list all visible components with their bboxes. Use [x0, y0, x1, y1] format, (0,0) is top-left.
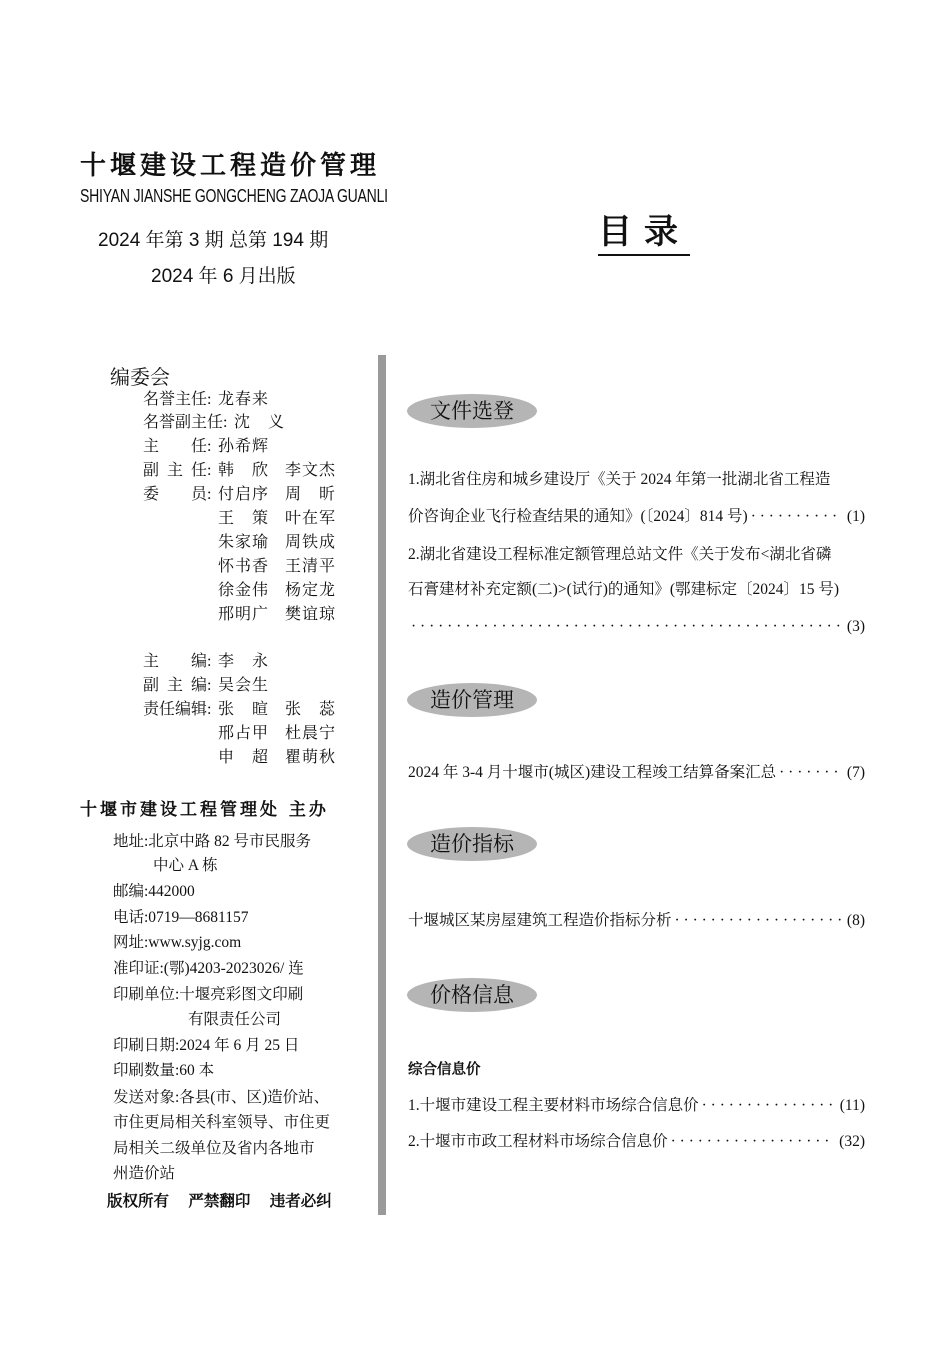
board-member-name: 吴会生 — [218, 677, 268, 694]
toc-entry-text[interactable]: 1.十堰市建设工程主要材料市场综合信息价 — [408, 1097, 699, 1114]
board-role: 主任 — [143, 438, 207, 455]
page-number[interactable]: (11) — [839, 1097, 865, 1114]
info-line: 印刷数量:60 本 — [113, 1062, 215, 1079]
info-line: 局相关二级单位及省内各地市 — [113, 1140, 315, 1157]
toc-entry-text[interactable]: 石膏建材补充定额(二)>(试行)的通知》(鄂建标定〔2024〕15 号) — [408, 581, 840, 598]
board-row — [143, 556, 335, 578]
info-line: 发送对象:各县(市、区)造价站、 — [113, 1089, 330, 1106]
dot-leader — [748, 505, 841, 529]
toc-entry-text[interactable]: 十堰城区某房屋建筑工程造价指标分析 — [408, 912, 672, 929]
board-role: 副主编 — [143, 677, 207, 694]
info-line: 网址:www.syjg.com — [113, 934, 242, 951]
board-member-name: 付启序 — [218, 486, 268, 503]
page-number[interactable]: (32) — [839, 1133, 865, 1150]
board-member-name: 怀书香 — [218, 558, 268, 575]
toc-entry-text[interactable]: 1.湖北省住房和城乡建设厅《关于 2024 年第一批湖北省工程造 — [408, 471, 831, 488]
board-member-name: 李永 — [218, 653, 268, 670]
page-number[interactable]: (7) — [846, 764, 865, 781]
board-role: 委员 — [143, 486, 207, 503]
info-line: 市住更局相关科室领导、市住更 — [113, 1114, 331, 1131]
section-label: 造价指标 — [407, 827, 537, 861]
board-member-name: 申超 — [218, 749, 268, 766]
colon: : — [223, 414, 228, 431]
board-member-name: 瞿萌秋 — [285, 749, 335, 766]
board-member-name: 韩欣 — [218, 462, 268, 479]
section-label: 造价管理 — [407, 683, 537, 717]
board-member-name: 王清平 — [285, 558, 335, 575]
board-member-name: 樊谊琼 — [285, 606, 335, 623]
info-line: 印刷单位:十堰亮彩图文印刷 — [113, 986, 304, 1003]
board-member-name: 邢明广 — [218, 606, 268, 623]
dot-leader — [672, 909, 841, 933]
colon: : — [207, 391, 212, 408]
info-line: 邮编:442000 — [113, 883, 195, 900]
board-row — [143, 675, 268, 697]
info-line: 电话:0719—8681157 — [113, 909, 249, 926]
colon: : — [207, 486, 212, 503]
board-row — [143, 412, 284, 434]
board-member-name: 孙希辉 — [218, 438, 268, 455]
toc-entry-text[interactable]: 2.十堰市市政工程材料市场综合信息价 — [408, 1133, 668, 1150]
board-role: 副主任 — [143, 462, 207, 479]
board-member-name: 沈义 — [234, 414, 285, 431]
board-row — [143, 532, 335, 554]
toc-entry-text[interactable]: 2024 年 3-4 月十堰市(城区)建设工程竣工结算备案汇总 — [408, 764, 777, 781]
board-row — [143, 699, 335, 721]
board-member-name: 徐金伟 — [218, 582, 268, 599]
board-member-name: 张蕊 — [285, 701, 335, 718]
board-row — [143, 436, 268, 458]
colon: : — [207, 677, 212, 694]
dot-leader — [776, 761, 841, 785]
dot-leader — [699, 1094, 834, 1118]
issue-number: 2024 年第 3 期 总第 194 期 — [98, 230, 329, 251]
board-row — [143, 747, 335, 769]
board-member-name: 张暄 — [218, 701, 268, 718]
page-number[interactable]: (8) — [846, 912, 865, 929]
page-number[interactable]: (3) — [846, 618, 865, 635]
board-role: 主编 — [143, 653, 207, 670]
section-label: 价格信息 — [407, 978, 537, 1012]
toc-entry-text[interactable]: 2.湖北省建设工程标准定额管理总站文件《关于发布<湖北省磷 — [408, 546, 832, 563]
board-row — [143, 604, 335, 626]
info-line: 准印证:(鄂)4203-2023026/ 连 — [113, 960, 304, 977]
info-line: 中心 A 栋 — [153, 857, 218, 874]
publication-date: 2024 年 6 月出版 — [151, 266, 296, 287]
page-number[interactable]: (1) — [846, 508, 865, 525]
board-member-name: 周昕 — [285, 486, 335, 503]
editorial-board-heading: 编委会 — [110, 365, 170, 389]
toc-entry-text[interactable]: 价咨询企业飞行检查结果的通知》(〔2024〕814 号) — [408, 508, 748, 525]
board-row — [143, 508, 335, 530]
subsection-heading: 综合信息价 — [408, 1062, 481, 1078]
colon: : — [207, 462, 212, 479]
board-row — [143, 460, 335, 482]
magazine-title: 十堰建设工程造价管理 — [80, 151, 381, 181]
board-role: 名誉副主任 — [143, 414, 224, 431]
board-member-name: 李文杰 — [285, 462, 335, 479]
board-row — [143, 651, 268, 673]
board-member-name: 杨定龙 — [285, 582, 335, 599]
colon: : — [207, 701, 212, 718]
info-line: 州造价站 — [113, 1165, 176, 1182]
board-member-name: 龙春来 — [218, 391, 268, 408]
board-row — [143, 389, 268, 411]
board-row — [143, 484, 335, 506]
board-member-name: 周铁成 — [285, 534, 335, 551]
board-row — [143, 580, 335, 602]
colon: : — [207, 653, 212, 670]
board-role: 名誉主任 — [143, 391, 208, 408]
info-line: 地址:北京中路 82 号市民服务 — [113, 833, 312, 850]
copyright-notice: 版权所有 严禁翻印 违者必纠 — [107, 1192, 332, 1210]
dot-leader — [668, 1130, 834, 1154]
sponsor-line: 十堰市建设工程管理处 主办 — [80, 800, 329, 820]
board-member-name: 王策 — [218, 510, 268, 527]
board-row — [143, 723, 335, 745]
info-line: 有限责任公司 — [188, 1011, 282, 1028]
magazine-title-en: SHIYAN JIANSHE GONGCHENG ZAOJA GUANLI — [80, 186, 388, 206]
colon: : — [207, 438, 212, 455]
board-member-name: 叶在军 — [285, 510, 335, 527]
info-line: 印刷日期:2024 年 6 月 25 日 — [113, 1037, 300, 1054]
board-member-name: 邢占甲 — [218, 725, 268, 742]
board-member-name: 杜晨宁 — [285, 725, 335, 742]
toc-title: 目录 — [598, 210, 690, 256]
board-role: 责任编辑 — [143, 701, 208, 718]
column-divider — [378, 355, 386, 1215]
section-label: 文件选登 — [407, 394, 537, 428]
board-member-name: 朱家瑜 — [218, 534, 268, 551]
dot-leader — [408, 615, 841, 639]
